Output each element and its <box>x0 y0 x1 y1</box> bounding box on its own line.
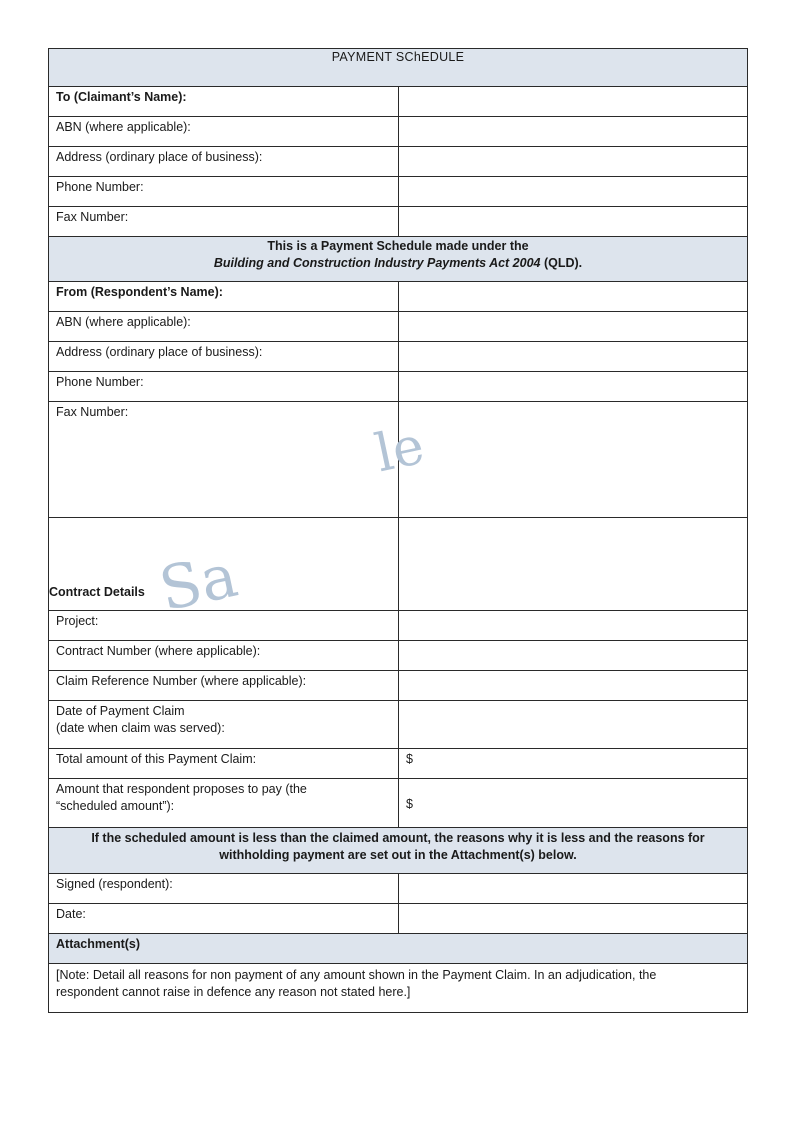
respondent-phone-field[interactable] <box>399 372 748 402</box>
form-title: PAYMENT SChEDULE <box>331 50 465 64</box>
date-row <box>49 904 748 934</box>
claim-reference-row <box>49 671 748 701</box>
signed-field[interactable] <box>399 874 748 904</box>
sample-watermark-left: Sa <box>153 540 244 626</box>
contract-details-heading: Contract Details <box>49 585 145 599</box>
claim-date-row <box>49 701 748 749</box>
proposed-amount-label-line1: Amount that respondent proposes to pay (the <box>56 782 307 796</box>
claimant-phone-label: Phone Number: <box>49 177 399 207</box>
respondent-abn-label: ABN (where applicable): <box>49 312 399 342</box>
claimant-address-row <box>49 147 748 177</box>
total-amount-currency: $ <box>406 752 413 766</box>
blank-spacer-row <box>49 518 748 611</box>
proposed-amount-row <box>49 779 748 828</box>
respondent-address-row <box>49 342 748 372</box>
respondent-fax-label: Fax Number: <box>49 402 399 518</box>
total-amount-row <box>49 749 748 779</box>
respondent-fax-field[interactable] <box>399 402 748 518</box>
claimant-address-label: Address (ordinary place of business): <box>49 147 399 177</box>
claim-date-label-line1: Date of Payment Claim <box>56 704 185 718</box>
respondent-name-field[interactable] <box>399 282 748 312</box>
respondent-name-row <box>49 282 748 312</box>
proposed-amount-label <box>49 779 399 828</box>
project-row <box>49 611 748 641</box>
claim-date-label-line2: (date when claim was served): <box>56 721 225 735</box>
date-field[interactable] <box>399 904 748 934</box>
respondent-phone-label: Phone Number: <box>49 372 399 402</box>
form-title-cell <box>49 49 748 87</box>
respondent-abn-field[interactable] <box>399 312 748 342</box>
claimant-abn-field[interactable] <box>399 117 748 147</box>
project-field[interactable] <box>399 611 748 641</box>
claimant-name-label: To (Claimant’s Name): <box>49 87 399 117</box>
reasons-notice-line2: withholding payment are set out in the Attachment(s) below. <box>219 848 577 862</box>
act-statement-cell <box>49 237 748 282</box>
claim-date-label <box>49 701 399 749</box>
attachments-note-line2: respondent cannot raise in defence any reason not stated here.] <box>56 985 411 999</box>
claim-reference-label: Claim Reference Number (where applicable): <box>49 671 399 701</box>
claimant-abn-label: ABN (where applicable): <box>49 117 399 147</box>
claim-date-field[interactable] <box>399 701 748 749</box>
claimant-fax-label: Fax Number: <box>49 207 399 237</box>
proposed-amount-currency: $ <box>406 796 413 811</box>
claimant-phone-field[interactable] <box>399 177 748 207</box>
attachments-note[interactable] <box>49 964 748 1013</box>
attachments-note-line1: [Note: Detail all reasons for non payment of any amount shown in the Payment Claim. In an adjudication, the <box>56 968 657 982</box>
act-suffix: (QLD). <box>540 256 583 270</box>
proposed-amount-label-line2: “scheduled amount”): <box>56 799 175 813</box>
blank-spacer-right[interactable] <box>399 518 748 611</box>
payment-schedule-form <box>48 48 748 1013</box>
proposed-amount-field[interactable] <box>399 779 748 828</box>
respondent-fax-row <box>49 402 748 518</box>
date-label: Date: <box>49 904 399 934</box>
contract-number-label: Contract Number (where applicable): <box>49 641 399 671</box>
total-amount-field[interactable] <box>399 749 748 779</box>
total-amount-label: Total amount of this Payment Claim: <box>49 749 399 779</box>
act-name: Building and Construction Industry Payments Act 2004 <box>213 256 541 270</box>
signed-row <box>49 874 748 904</box>
project-label: Project: <box>49 611 399 641</box>
claimant-name-row <box>49 87 748 117</box>
act-statement-line1: This is a Payment Schedule made under the <box>267 239 529 253</box>
respondent-address-label: Address (ordinary place of business): <box>49 342 399 372</box>
reasons-notice-line1: If the scheduled amount is less than the claimed amount, the reasons why it is less and the reasons for <box>91 831 705 845</box>
sample-watermark-right: le <box>370 415 430 485</box>
claimant-name-field[interactable] <box>399 87 748 117</box>
reasons-notice-cell <box>49 828 748 874</box>
claimant-address-field[interactable] <box>399 147 748 177</box>
signed-label: Signed (respondent): <box>49 874 399 904</box>
attachments-heading: Attachment(s) <box>49 934 748 964</box>
respondent-phone-row <box>49 372 748 402</box>
contract-number-row <box>49 641 748 671</box>
claim-reference-field[interactable] <box>399 671 748 701</box>
claimant-fax-field[interactable] <box>399 207 748 237</box>
respondent-name-label: From (Respondent’s Name): <box>49 282 399 312</box>
act-statement-line2 <box>49 255 747 272</box>
claimant-abn-row <box>49 117 748 147</box>
contract-number-field[interactable] <box>399 641 748 671</box>
respondent-abn-row <box>49 312 748 342</box>
respondent-address-field[interactable] <box>399 342 748 372</box>
claimant-phone-row <box>49 177 748 207</box>
claimant-fax-row <box>49 207 748 237</box>
